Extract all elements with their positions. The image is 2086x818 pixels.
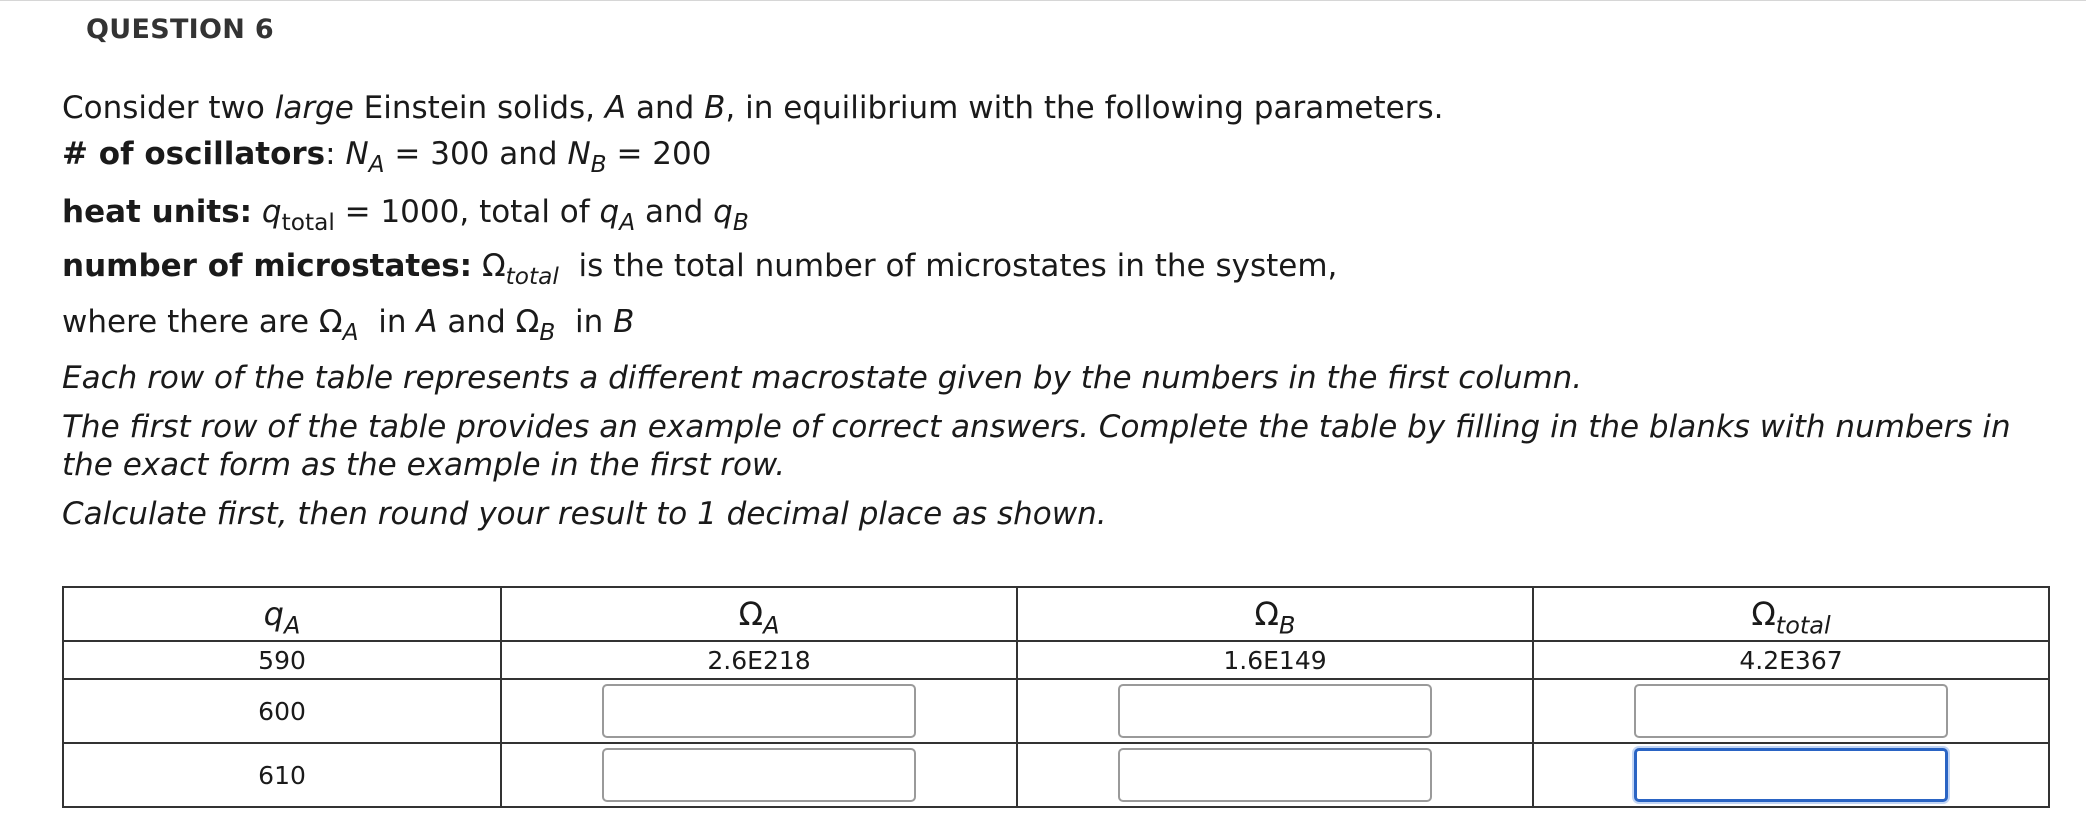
- row-qa: 610: [63, 743, 501, 807]
- top-divider: [0, 0, 2086, 1]
- oscillators-line: # of oscillators: $N_A = 300$ and $N_B = 200$: [62, 136, 712, 179]
- heat-units-line: heat units: $q_{total} = 1000$, total of $q_A$ and $q_B$: [62, 194, 749, 237]
- omega-total-cell: [1533, 679, 2049, 743]
- omega-a-input[interactable]: [602, 748, 916, 802]
- microstates-table: [62, 586, 2050, 808]
- omega-a-cell: [501, 679, 1017, 743]
- example-omega-total: 4.2E367: [1533, 641, 2049, 679]
- table-row: [63, 743, 2049, 807]
- omega-definition-line: where there are $\Omega_A$ in A and $\Omega_B$ in B: [62, 304, 635, 347]
- header-omega-a: $\Omega_A$: [501, 587, 1017, 641]
- instruction-example: The first row of the table provides an example of correct answers. Complete the table by filling in the blanks with numbers in the exact form as the example in the first row.: [62, 409, 2011, 483]
- omega-b-input[interactable]: [1118, 684, 1432, 738]
- omega-b-cell: [1017, 743, 1533, 807]
- omega-total-cell: [1533, 743, 2049, 807]
- header-omega-total: $\Omega_{total}$: [1533, 587, 2049, 641]
- header-qa: $q_A$: [63, 587, 501, 641]
- intro-line-1: Consider two large Einstein solids, A and B, in equilibrium with the following parameters.: [62, 90, 1444, 126]
- instruction-macrostate: Each row of the table represents a different macrostate given by the numbers in the first column.: [62, 360, 1583, 396]
- omega-total-input[interactable]: [1634, 748, 1948, 802]
- example-omega-b: 1.6E149: [1017, 641, 1533, 679]
- table-row: [63, 679, 2049, 743]
- example-qa: 590: [63, 641, 501, 679]
- row-qa: 600: [63, 679, 501, 743]
- header-omega-b: $\Omega_B$: [1017, 587, 1533, 641]
- instruction-rounding: Calculate first, then round your result to 1 decimal place as shown.: [62, 496, 1107, 532]
- omega-a-input[interactable]: [602, 684, 916, 738]
- omega-a-cell: [501, 743, 1017, 807]
- example-omega-a: 2.6E218: [501, 641, 1017, 679]
- omega-b-input[interactable]: [1118, 748, 1432, 802]
- example-row: [63, 641, 2049, 679]
- microstates-line: number of microstates: $\Omega_{total}$ is the total number of microstates in the system,: [62, 248, 1338, 291]
- question-title: QUESTION 6: [86, 14, 274, 45]
- omega-b-cell: [1017, 679, 1533, 743]
- omega-total-input[interactable]: [1634, 684, 1948, 738]
- table-header-row: [63, 587, 2049, 641]
